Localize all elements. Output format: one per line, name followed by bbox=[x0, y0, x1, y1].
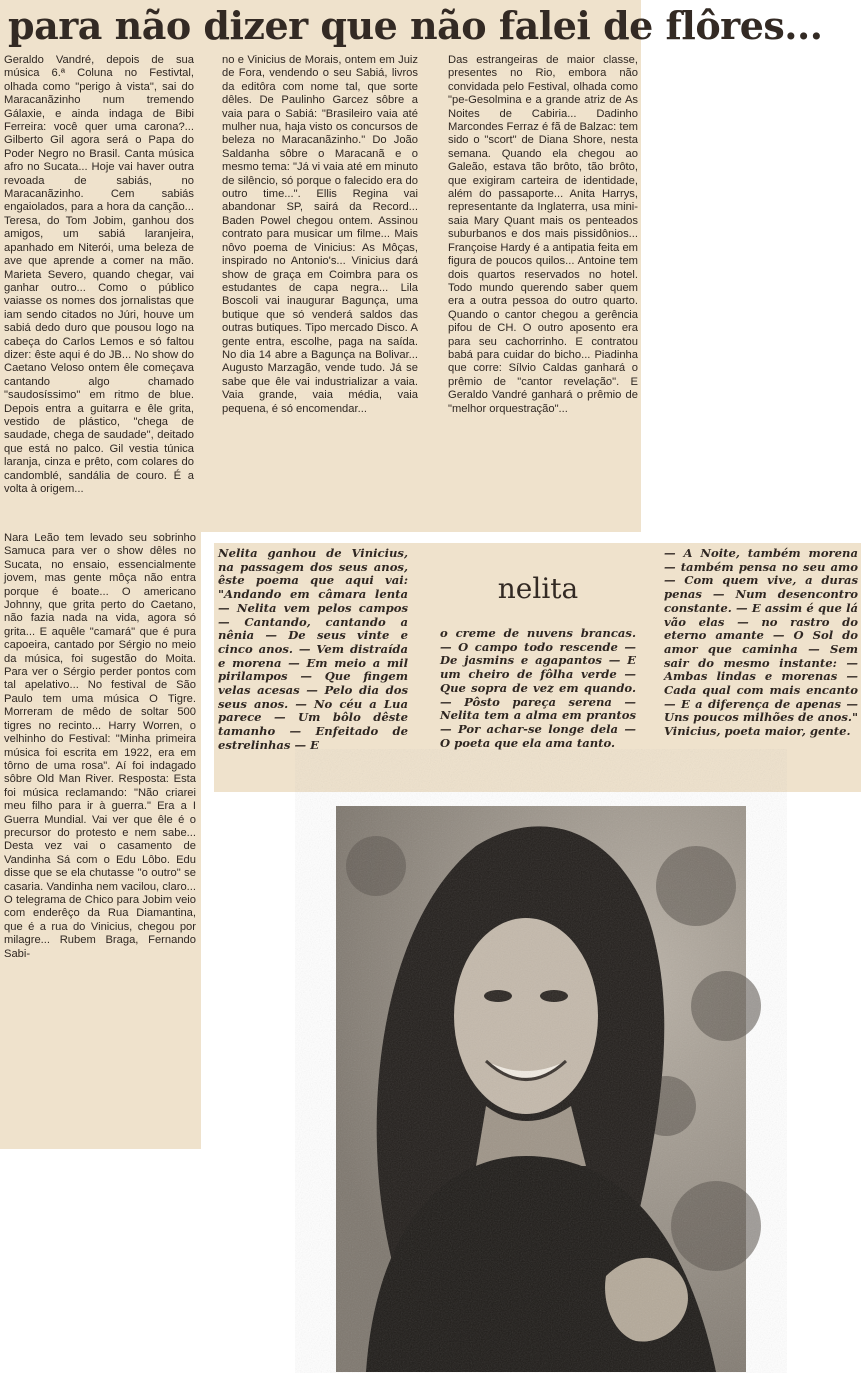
poem-part-3: — A Noite, também morena — também pensa no seu amo — Com quem vive, a duras penas — Num desencontro constante. — E assim é que lá vão elas — no rastro do eterno amante — O Sol do amor que caminha — Sem sair do mesmo instante: — Ambas lindas e morenas — Cada qual com mais encanto — E a diferença de apenas — Uns poucos milhões de anos." Vinicius, poeta maior, gente. bbox=[664, 546, 858, 739]
article-column-2: no e Vinicius de Morais, ontem em Juiz de Fora, vendendo o seu Sabiá, livros da editôra com nome tal, que sorte dêles. De Paulinho Garcez sôbre a vaia para o Sabiá: "Brasileiro vaia até mulher nua, haja visto os concursos de beleza no Maracanãzinho." Do João Saldanha sôbre o Maracanã e o mesmo tema: "Já vi vaia até em minuto de silêncio, só porque o falecido era do outro time...". Ellis Regina vai abandonar SP, sairá da Record... Baden Powel chegou ontem. Assinou contrato para musicar um filme... Mais nôvo poema de Vinicius: As Môças, inspirado no Antonio's... Vinicius dará show de graça em Coimbra para os estudantes de capa negra... Lila Boscoli vai inaugurar Bagunça, uma butique que só venderá saldos das outras butiques. Tipo mercado Disco. A gente entra, escolhe, paga na saída. No dia 14 abre a Bagunça na Bolivar... Augusto Marzagão, vende tudo. Já se sabe que êle vai industrializar a vaia. Vaia grande, vaia média, vaia pequena, é só encomendar... bbox=[222, 54, 418, 415]
nelita-poem-clipping bbox=[214, 543, 861, 792]
article-clipping-top bbox=[0, 0, 823, 532]
article-column-1: Geraldo Vandré, depois de sua música 6.ª Coluna no Festivtal, olhada como "perigo à vista", sai do Maracanãzinho num tremendo Gálaxie, e ainda indaga de Bibi Ferreira: você quer uma carona?... Gilberto Gil agora será o Papa do Poder Negro no Brasil. Canta música afro no Sucata... Hoje vai haver outra revoada de sabiás, no Maracanãzinho. Cem sabiás engaiolados, para a hora da canção... Teresa, do Tom Jobim, ganhou dos amigos, um sabiá laranjeira, apanhado em Niterói, uma beleza de ave que aprende a comer na mão. Marieta Severo, quando chegar, vai ganhar outro... Como o público vaiasse os nomes dos jornalistas que iam sendo citados no Júri, houve um sabiá dedo duro que pousou logo na cabeça do Carlos Lemos e só faltou dizer: êste aqui é do JB... No show do Caetano Veloso ontem êle começava cantando algo chamado "saudosíssimo" em ritmo de blue. Depois entra a guitarra e êle grita, vestido de plástico, "chega de saudade, chega de saudade", deitado que está no palco. Gil vestia túnica laranja, cinza e prêto, com colares do candomblé, sandália de couro. É a volta à origem... bbox=[4, 54, 194, 495]
poem-part-2: o creme de nuvens brancas. — O campo todo rescende — De jasmins e agapantos — E um cheiro de fôlha verde — Que sopra de vez em quando. — Pôsto pareça serena — Nelita tem a alma em prantos — Por achar-se longe dela — O poeta que ela ama tanto. bbox=[440, 626, 636, 750]
nelita-photo bbox=[336, 806, 746, 1372]
nelita-title: nelita bbox=[497, 572, 579, 605]
article-column-3: Das estrangeiras de maior classe, presentes no Rio, embora não convidada pelo Festival, olhada como "pe-Gesolmina e a grande atriz de As Noites de Cabiria... Dadinho Marcondes Ferraz é fã de Balzac: tem sido o "scort" de Diana Shore, nesta semana. Quando ela chegou ao Galeão, estava tão brôto, tão brôto, que exigiram carteira de identidade, além do passaporte... Anita Harrys, representante da Inglaterra, usa mini-saia Mary Quant mais os penteados suburbanos e dos mais pissidônios... Françoise Hardy é a antipatia feita em figura de poucos quilos... Antoine tem dois quartos reservados no hotel. Todo mundo querendo saber quem era a outra pessoa do outro quarto. Quando o cantor chegou a gerência pifou de CH. O outro aposento era para seu cachorrinho. E contratou babá para cuidar do bicho... Piadinha que corre: Sílvio Caldas ganhará o prêmio de "cantor revelação". E Geraldo Vandré ganhará o prêmio de "melhor orquestração"... bbox=[448, 54, 638, 415]
article-clipping-continuation bbox=[0, 532, 201, 1149]
portrait-illustration bbox=[336, 806, 746, 1372]
poem-part-1: Nelita ganhou de Vinicius, na passagem dos seus anos, êste poema que aqui vai: "Andando em câmara lenta — Nelita vem pelos campos — Cantando, cantando a nênia — De seus vinte e cinco anos. — Vem distraída e morena — Em meio a mil pirilampos — Que fingem velas acesas — Pelo dia dos seus anos. — No céu a Lua parece — Um bôlo dêste tamanho — Enfeitado de estrelinhas — E bbox=[218, 546, 408, 752]
article-column-1-continued: Nara Leão tem levado seu sobrinho Samuca para ver o show dêles no Sucata, no ensaio, essencialmente jovem, mas gente môça não entra porque é boate... O americano Johnny, que grita perto do Caetano, não fazia nada na vida, agora só grita... E aquêle "camará" que é pura capoeira, cantado por Sérgio no meio da música, foi sugestão do Moita. Para ver o Sérgio perder pontos com tal apelativo... No festival de São Paulo tem uma música O Tigre. Morreram de mêdo de soltar 500 tigres no recinto... Harry Worren, o velhinho do Festival: "Minha primeira música foi escrita em 1922, era em tôrno de uma rosa". Aí foi indagado sôbre Old Man River. Resposta: Esta foi música reclamando: "Não criarei meu filho para ir à guerra." Era a I Guerra Mundial. Vai ver que êle é o precursor do protesto e nem sabe... Desta vez vai o casamento de Vandinha Sá com o Edu Lôbo. Edu disse que se ela chutasse "o outro" se casaria. Vandinha nem vacilou, claro... O telegrama de Chico para Jobim veio com enderêço da Rua Diamantina, que é a rua do Vinicius, chegou por milagre... Rubem Braga, Fernando Sabi- bbox=[4, 532, 196, 960]
article-headline: para não dizer que não falei de flôres... bbox=[8, 3, 823, 48]
